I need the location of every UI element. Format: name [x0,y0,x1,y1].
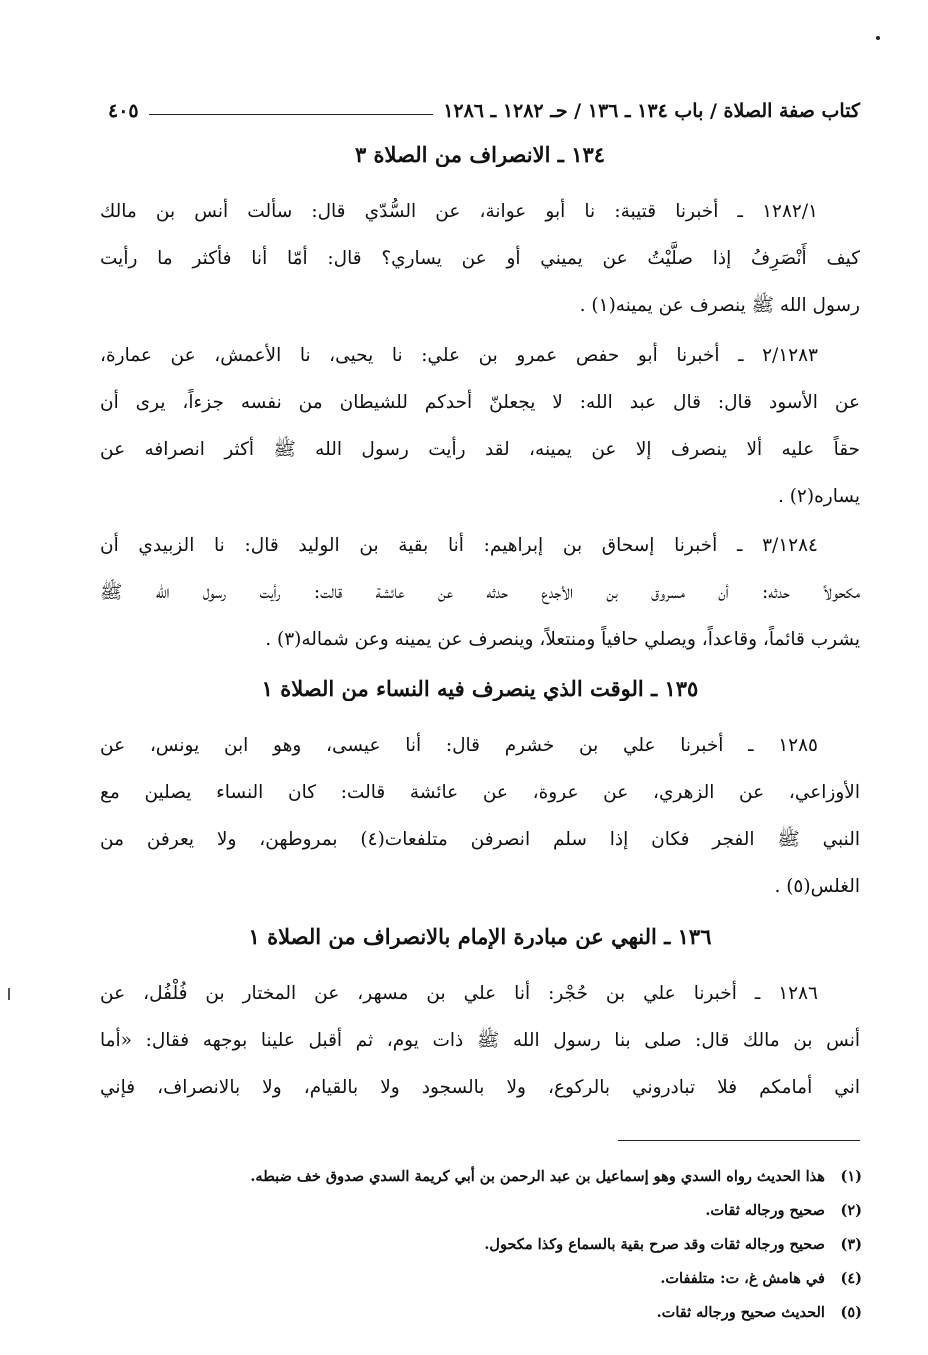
page-number: ٤٠٥ [108,100,139,122]
hadith-line: عن الأسود قال: قال عبد الله: لا يجعلنّ أحدكم للشيطان من نفسه جزءاً، يرى أن [100,392,860,413]
hadith-line: مكحولاً حدثه: أن مسروق بن الأجدع حدثه عن عائشة قالت: رأيت رسول الله ﷺ [100,582,860,603]
hadith-line: ٣/١٢٨٤ ـ أخبرنا إسحاق بن إبراهيم: أنا بقية بن الوليد قال: نا الزبيدي أن [100,535,818,556]
hadith-line: يشرب قائماً، وقاعداً، ويصلي حافياً ومنتعلاً، وينصرف عن يمينه وعن شماله(٣) . [265,629,860,650]
footnote-5 [100,1296,862,1330]
chapter-heading-136: ١٣٦ ـ النهي عن مبادرة الإمام بالانصراف من الصلاة ١ [248,924,712,949]
footnote-4 [100,1262,862,1296]
footnote-2 [100,1194,862,1228]
footnote-1 [100,1160,862,1194]
hadith-line: ١٢٨٦ ـ أخبرنا علي بن حُجْر: أنا علي بن مسهر، عن المختار بن فُلْفُل، عن [100,983,818,1004]
footnote-number: (٣) [840,1236,862,1253]
hadith-line: كيف أَنْصَرِفُ إذا صلَّيْتُ عن يميني أو عن يساري؟ قال: أمّا أنا فأكثر ما رأيت [100,248,860,269]
hadith-1282 [100,188,860,329]
hadith-line: الغلس(٥) . [774,876,860,897]
hadith-line: ٢/١٢٨٣ ـ أخبرنا أبو حفص عمرو بن علي: نا يحيى، نا الأعمش، عن عمارة، [100,345,818,366]
footnote-3 [100,1228,862,1262]
chapter-heading-134: ١٣٤ ـ الانصراف من الصلاة ٣ [354,142,606,167]
margin-speck [8,988,10,1000]
footnote-separator [618,1140,860,1141]
hadith-line: الأوزاعي، عن الزهري، عن عروة، عن عائشة قالت: كان النساء يصلين مع [100,782,860,803]
footnotes [100,1160,862,1330]
hadith-line: أنس بن مالك قال: صلى بنا رسول الله ﷺ ذات يوم، ثم أقبل علينا بوجهه فقال: «أما [100,1030,860,1051]
footnote-text: في هامش غ، ت: متلففات. [660,1270,825,1287]
footnote-text: صحيح ورجاله ثقات وقد صرح بقية بالسماع وكذا مكحول. [484,1236,825,1253]
ink-dot [876,36,880,40]
running-head [108,96,860,126]
hadith-line: يساره(٢) . [777,486,860,507]
footnote-text: صحيح ورجاله ثقات. [705,1202,825,1219]
footnote-number: (٥) [840,1304,862,1321]
hadith-1283 [100,332,860,520]
hadith-line: النبي ﷺ الفجر فكان إذا سلم انصرفن متلفعات(٤) بمروطهن، ولا يعرفن من [100,829,860,850]
chapter-heading-135: ١٣٥ ـ الوقت الذي ينصرف فيه النساء من الصلاة ١ [261,676,699,701]
hadith-1284 [100,522,860,663]
hadith-1285 [100,722,860,910]
hadith-1286 [100,970,860,1111]
hadith-line: حقاً عليه ألا ينصرف إلا عن يمينه، لقد رأيت رسول الله ﷺ أكثر انصرافه عن [100,439,860,460]
footnote-text: هذا الحديث رواه السدي وهو إسماعيل بن عبد الرحمن بن أبي كريمة السدي صدوق خف ضبطه. [250,1168,825,1185]
footnote-number: (١) [840,1168,862,1185]
running-head-title: كتاب صفة الصلاة / باب ١٣٤ ـ ١٣٦ / حـ ١٢٨٢ ـ ١٢٨٦ [443,100,860,122]
hadith-line: اني أمامكم فلا تبادروني بالركوع، ولا بالسجود ولا بالقيام، ولا بالانصراف، فإني [100,1077,860,1098]
footnote-number: (٤) [840,1270,862,1287]
footnote-number: (٢) [840,1202,862,1219]
hadith-line: ١٢٨٢/١ ـ أخبرنا قتيبة: نا أبو عوانة، عن السُّدّي قال: سألت أنس بن مالك [100,201,818,222]
hadith-line: ١٢٨٥ ـ أخبرنا علي بن خشرم قال: أنا عيسى، وهو ابن يونس، عن [100,735,818,756]
footnote-text: الحديث صحيح ورجاله ثقات. [656,1304,825,1321]
running-head-rule [149,114,434,115]
hadith-line: رسول الله ﷺ ينصرف عن يمينه(١) . [579,295,860,316]
